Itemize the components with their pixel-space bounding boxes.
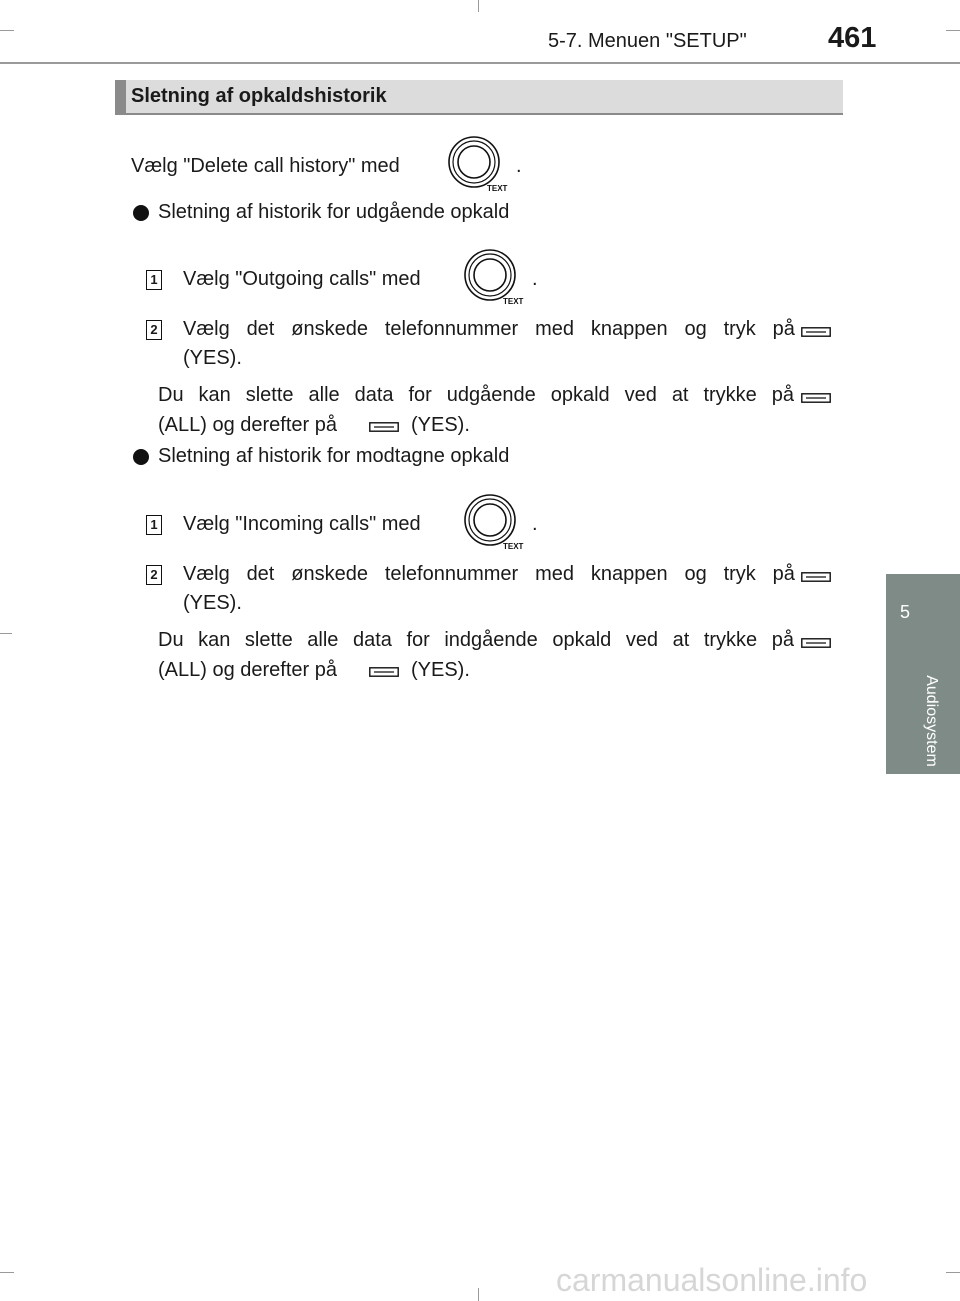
word: ved xyxy=(625,629,659,651)
note-text xyxy=(158,384,794,407)
note-text-end: (YES). xyxy=(411,659,470,681)
bullet-icon xyxy=(133,205,149,221)
word: kan xyxy=(198,384,231,406)
page-number: 461 xyxy=(828,22,877,54)
watermark: carmanualsonline.info xyxy=(556,1262,868,1298)
word: ved xyxy=(624,384,657,406)
knob-label: TEXT xyxy=(503,542,524,551)
step-text xyxy=(183,318,795,341)
knob-label: TEXT xyxy=(503,297,524,306)
word: slette xyxy=(245,384,294,406)
word: for xyxy=(408,384,432,406)
step-number-1: 1 xyxy=(146,270,162,290)
word: slette xyxy=(244,629,293,651)
step-text: Vælg "Incoming calls" med xyxy=(183,513,421,535)
word: for xyxy=(406,629,430,651)
group-heading: Sletning af historik for modtagne opkald xyxy=(158,445,510,467)
word: alle xyxy=(307,629,339,651)
word: på xyxy=(771,384,794,406)
word: kan xyxy=(198,629,231,651)
word: det xyxy=(246,563,275,585)
section-title: Sletning af opkaldshistorik xyxy=(131,85,387,107)
chapter-number: 5 xyxy=(899,602,910,622)
step-period: . xyxy=(532,513,538,535)
header-rule xyxy=(0,62,960,64)
crop-mark xyxy=(0,633,12,634)
crop-mark xyxy=(0,1272,14,1273)
word: telefonnummer xyxy=(384,563,519,585)
crop-mark xyxy=(946,1272,960,1273)
word: på xyxy=(771,629,794,651)
note-text xyxy=(158,629,794,652)
note-text-cont: (ALL) og derefter på xyxy=(158,414,337,436)
word: på xyxy=(772,563,795,585)
word: ønskede xyxy=(291,563,368,585)
word: opkald xyxy=(552,629,612,651)
intro-period: . xyxy=(516,155,522,177)
word: trykke xyxy=(703,384,757,406)
step-period: . xyxy=(532,268,538,290)
note-text-end: (YES). xyxy=(411,414,470,436)
word: og xyxy=(684,563,707,585)
word: at xyxy=(672,629,690,651)
word: udgående xyxy=(446,384,536,406)
step-text-cont: (YES). xyxy=(183,592,242,614)
chapter-label: Audiosystem xyxy=(923,675,940,767)
crop-mark xyxy=(946,30,960,31)
tune-knob-icon xyxy=(447,135,517,193)
word: data xyxy=(352,629,392,651)
word: og xyxy=(684,318,707,340)
word: alle xyxy=(308,384,340,406)
button-icon xyxy=(801,327,831,337)
tune-knob-icon xyxy=(463,493,533,551)
crop-mark xyxy=(478,1288,479,1301)
step-text: Vælg "Outgoing calls" med xyxy=(183,268,421,290)
word: knappen xyxy=(590,563,668,585)
button-icon xyxy=(801,393,831,403)
section-accent xyxy=(115,80,126,113)
word: Du xyxy=(158,629,184,651)
chapter-tab xyxy=(886,574,960,774)
knob-label: TEXT xyxy=(487,184,508,193)
bullet-icon xyxy=(133,449,149,465)
button-icon xyxy=(801,572,831,582)
tune-knob-icon xyxy=(463,248,533,306)
note-text-cont: (ALL) og derefter på xyxy=(158,659,337,681)
button-icon xyxy=(369,667,399,677)
step-number-1: 1 xyxy=(146,515,162,535)
word: knappen xyxy=(590,318,668,340)
word: telefonnummer xyxy=(384,318,519,340)
word: Du xyxy=(158,384,184,406)
button-icon xyxy=(801,638,831,648)
word: Vælg xyxy=(183,563,230,585)
word: på xyxy=(772,318,795,340)
crop-mark xyxy=(478,0,479,12)
section-heading xyxy=(115,80,843,115)
word: tryk xyxy=(723,318,756,340)
word: opkald xyxy=(550,384,610,406)
word: Vælg xyxy=(183,318,230,340)
word: med xyxy=(535,563,574,585)
word: data xyxy=(354,384,394,406)
step-number-2: 2 xyxy=(146,565,162,585)
button-icon xyxy=(369,422,399,432)
word: indgående xyxy=(444,629,538,651)
word: trykke xyxy=(703,629,758,651)
word: med xyxy=(535,318,574,340)
step-text-cont: (YES). xyxy=(183,347,242,369)
crop-mark xyxy=(0,30,14,31)
group-heading: Sletning af historik for udgående opkald xyxy=(158,201,510,223)
section-header: 5-7. Menuen "SETUP" xyxy=(548,30,747,52)
intro-text: Vælg "Delete call history" med xyxy=(131,155,400,177)
word: at xyxy=(671,384,689,406)
step-number-2: 2 xyxy=(146,320,162,340)
word: ønskede xyxy=(291,318,368,340)
step-text xyxy=(183,563,795,586)
word: det xyxy=(246,318,275,340)
word: tryk xyxy=(723,563,756,585)
